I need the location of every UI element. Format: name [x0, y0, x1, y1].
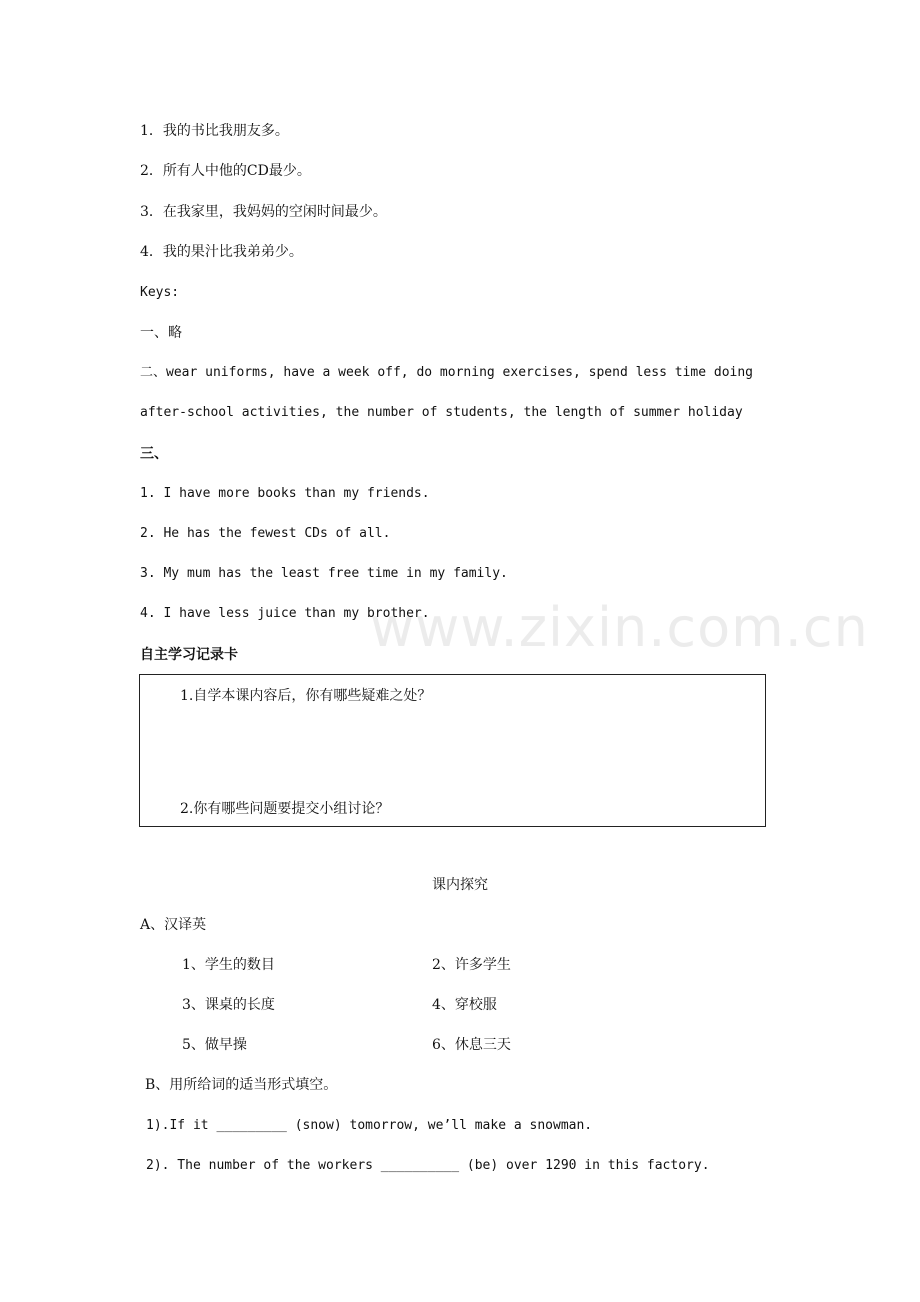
translation-line-4: 4．我的果汁比我弟弟少。: [140, 244, 303, 260]
answer-line-4: 4. I have less juice than my brother.: [140, 606, 430, 621]
exercise-item-5: 5、做早操: [182, 1037, 247, 1053]
section-title: 课内探究: [432, 877, 488, 893]
keys-heading: Keys:: [140, 285, 180, 300]
translation-line-2: 2．所有人中他的CD最少。: [140, 163, 311, 179]
translation-line-3: 3．在我家里，我妈妈的空闲时间最少。: [140, 204, 387, 220]
watermark: www.zixin.com.cn: [370, 596, 869, 659]
answer-line-1: 1. I have more books than my friends.: [140, 486, 430, 501]
key-section-2-line-1: 二、wear uniforms, have a week off, do morning exercises, spend less time doing: [140, 365, 753, 380]
fill-blank-1: 1).If it _________ (snow) tomorrow, we’ll make a snowman.: [146, 1118, 593, 1133]
exercise-item-3: 3、课桌的长度: [182, 997, 275, 1013]
exercise-item-6: 6、休息三天: [432, 1037, 511, 1053]
exercise-item-4: 4、穿校服: [432, 997, 497, 1013]
record-card-question-1: 1.自学本课内容后，你有哪些疑难之处？: [180, 688, 432, 704]
part-b-title: B、用所给词的适当形式填空。: [145, 1077, 338, 1093]
exercise-item-1: 1、学生的数目: [182, 957, 275, 973]
part-a-title: A、汉译英: [140, 917, 207, 933]
answer-line-2: 2. He has the fewest CDs of all.: [140, 526, 391, 541]
record-card-question-2: 2.你有哪些问题要提交小组讨论？: [180, 801, 390, 817]
fill-blank-2: 2). The number of the workers __________ (be) over 1290 in this factory.: [146, 1158, 710, 1173]
record-card-title: 自主学习记录卡: [140, 647, 238, 663]
key-section-2-line-2: after-school activities, the number of students, the length of summer holiday: [140, 405, 743, 420]
record-card-box: [139, 674, 766, 827]
exercise-item-2: 2、许多学生: [432, 957, 511, 973]
key-section-1: 一、略: [140, 325, 182, 341]
answer-line-3: 3. My mum has the least free time in my family.: [140, 566, 508, 581]
key-section-3-heading: 三、: [140, 446, 168, 462]
translation-line-1: 1．我的书比我朋友多。: [140, 123, 289, 139]
